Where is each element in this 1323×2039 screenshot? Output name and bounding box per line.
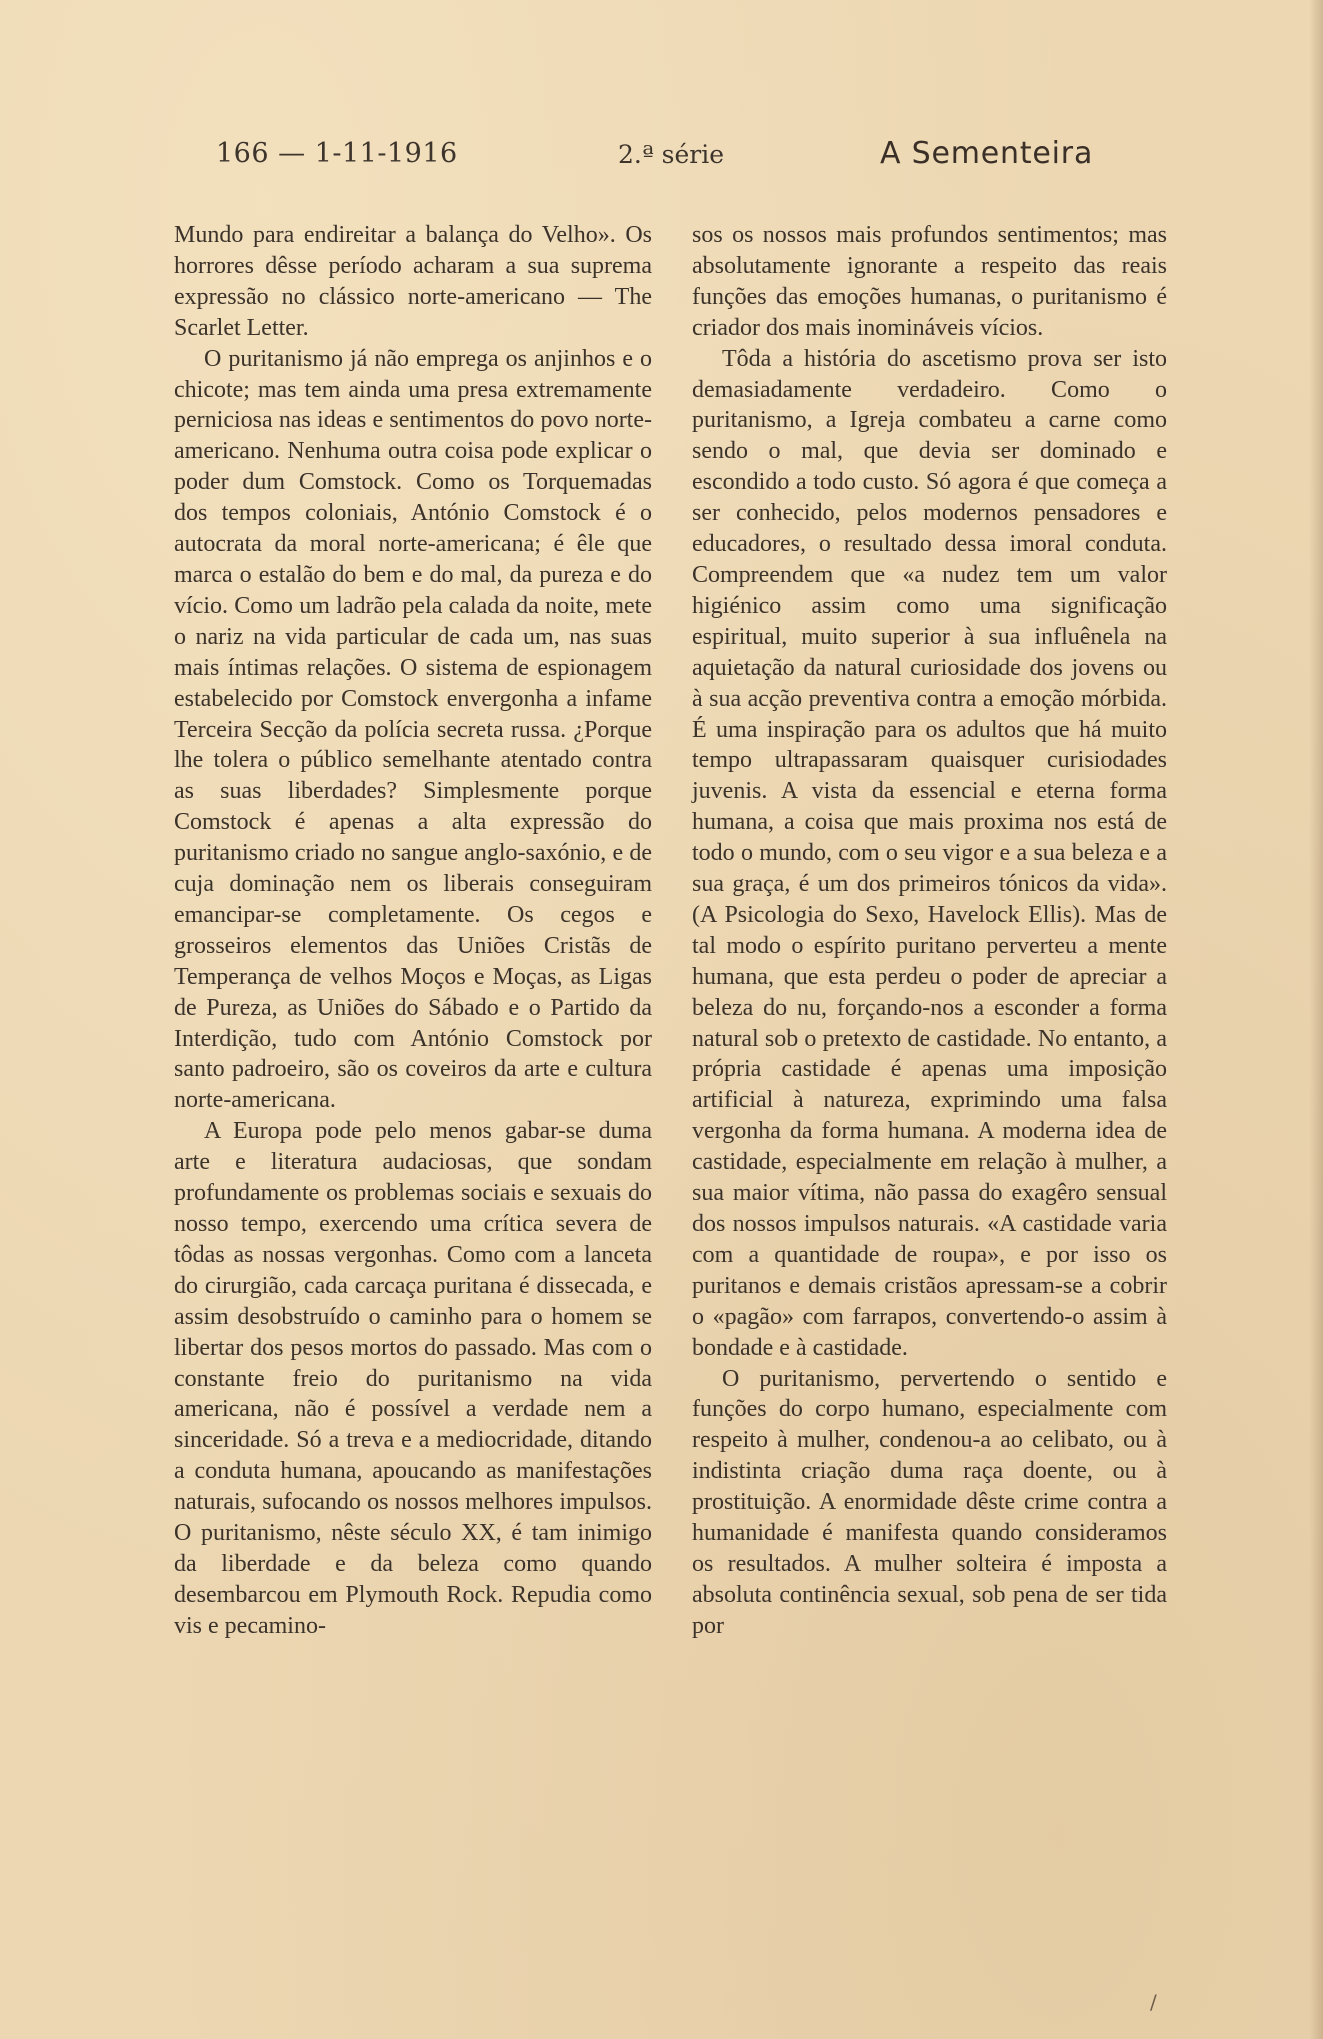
right-paragraph-2: Tôda a história do ascetismo prova ser isto demasiadamente verdadeiro. Como o puritanismo, a Igreja combateu a carne como sendo o mal, que devia ser dominado e escondido a todo custo. Só agora é que começa a ser conhecido, pelos modernos pensadores e educadores, o resultado dessa imoral conduta. Compreendem que «a nudez tem um valor higiénico assim como uma significação espiritual, muito superior à sua influênela na aquietação da natural curiosidade dos jovens ou à sua acção preventiva contra a emoção mórbida. É uma inspiração para os adultos que há muito tempo ultrapassaram quaisquer curisiodades juvenis. A vista da essencial e eterna forma humana, a coisa que mais proxima nos está de todo o mundo, com o seu vigor e a sua beleza e a sua graça, é um dos primeiros tónicos da vida». (A Psicologia do Sexo, Havelock Ellis). Mas de tal modo o espírito puritano perverteu a mente humana, que esta perdeu o poder de apreciar a beleza do nu, forçando-nos a esconder a forma natural sob o pretexto de castidade. No entanto, a própria castidade é apenas uma imposição artificial à natureza, exprimindo uma falsa vergonha da forma humana. A moderna idea de castidade, especialmente em relação à mulher, a sua maior vítima, não passa do exagêro sensual dos nossos impulsos naturais. «A castidade varia com a quantidade de roupa», e por isso os puritanos e demais cristãos apressam-se a cobrir o «pagão» com farrapos, convertendo-o assim à bondade e à castidade. <box>692 345 1167 1361</box>
right-paragraph-3: O puritanismo, pervertendo o sentido e funções do corpo humano, especialmente com respeito à mulher, condenou-a ao celibato, ou à indistinta criação duma raça doente, ou à prostituição. A enormidade dêste crime contra a humanidade é manifesta quando consideramos os resultados. A mulher solteira é imposta a absoluta continência sexual, sob pena de ser tida por <box>692 1365 1167 1639</box>
journal-title: A Sementeira <box>880 136 1094 171</box>
running-header <box>0 138 1323 182</box>
page-number-date: 166 — 1-11-1916 <box>216 138 458 169</box>
left-paragraph-3: A Europa pode pelo menos gabar-se duma arte e literatura audaciosas, que sondam profundamente os problemas sociais e sexuais do nosso tempo, exercendo uma crítica severa de tôdas as nossas vergonhas. Como com a lanceta do cirurgião, cada carcaça puritana é dissecada, e assim desobstruído o caminho para o homem se libertar dos pesos mortos do passado. Mas com o constante freio do puritanismo na vida americana, não é possível a verdade nem a sinceridade. Só a treva e a mediocridade, ditando a conduta humana, apoucando as manifestações naturais, sufocando os nossos melhores impulsos. O puritanismo, nêste século XX, é tam inimigo da liberdade e da beleza como quando desembarcou em Plymouth Rock. Repudia como vis e pecamino- <box>174 1118 652 1639</box>
series-label: 2.ª série <box>618 140 725 169</box>
right-column <box>692 220 1167 1642</box>
page-edge-shadow <box>1309 0 1323 2039</box>
left-paragraph-2: O puritanismo já não emprega os anjinhos e o chicote; mas tem ainda uma presa extremamente perniciosa nas ideas e sentimentos do povo norte-americano. Nenhuma outra coisa pode explicar o poder dum Comstock. Como os Torquemadas dos tempos coloniais, António Comstock é o autocrata da moral norte-americana; é êle que marca o estalão do bem e do mal, da pureza e do vício. Como um ladrão pela calada da noite, mete o nariz na vida particular de cada um, nas suas mais íntimas relações. O sistema de espionagem estabelecido por Comstock envergonha a infame Terceira Secção da polícia secreta russa. ¿Porque lhe tolera o público semelhante atentado contra as suas liberdades? Simplesmente porque Comstock é apenas a alta expressão do puritanismo criado no sangue anglo-saxónio, e de cuja dominação nem os liberais conseguiram emancipar-se completamente. Os cegos e grosseiros elementos das Uniões Cristãs de Temperança de velhos Moços e Moças, as Ligas de Pureza, as Uniões do Sábado e o Partido da Interdição, tudo com António Comstock por santo padroeiro, são os coveiros da arte e cultura norte-americana. <box>174 345 652 1114</box>
left-paragraph-1: Mundo para endireitar a balança do Velho». Os horrores dêsse período acharam a sua suprema expressão no clássico norte-americano — The Scarlet Letter. <box>174 222 652 341</box>
footer-mark: / <box>1150 1990 1157 2014</box>
right-paragraph-1: sos os nossos mais profundos sentimentos; mas absolutamente ignorante a respeito das reais funções das emoções humanas, o puritanismo é criador dos mais inomináveis vícios. <box>692 222 1167 341</box>
left-column <box>174 220 652 1642</box>
